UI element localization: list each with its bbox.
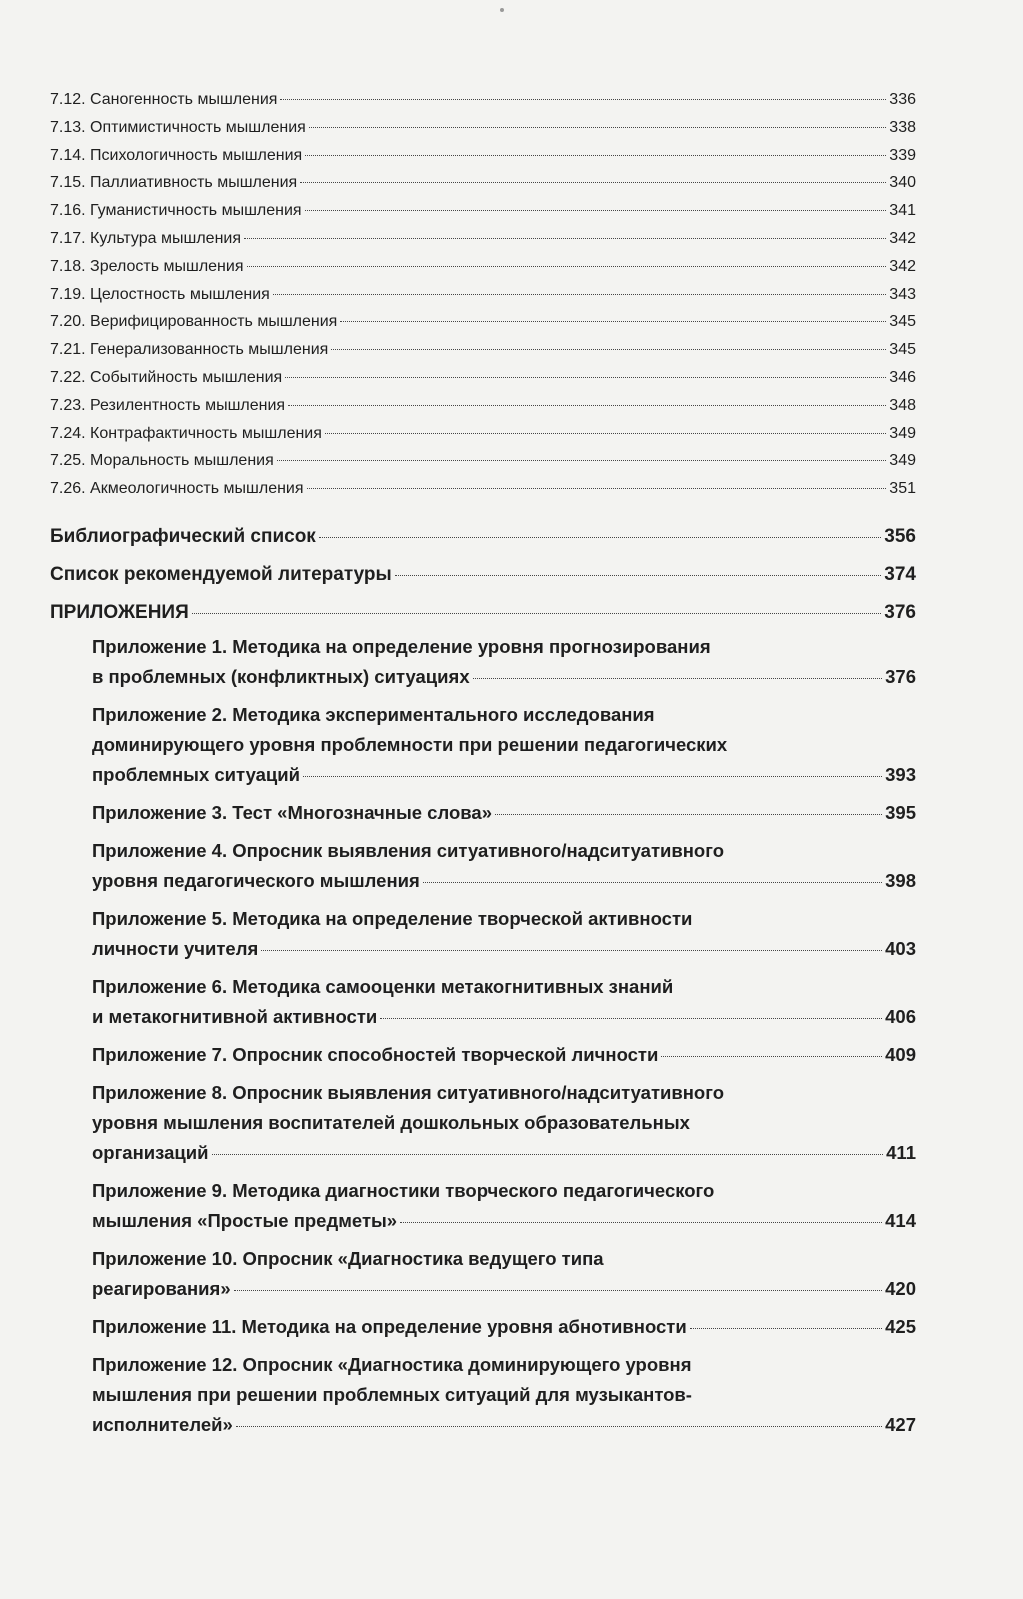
- dot-leader: [309, 127, 887, 128]
- page-number: 345: [889, 313, 916, 331]
- appendix-title-line: доминирующего уровня проблемности при решении педагогических: [92, 733, 728, 755]
- dot-leader: [661, 1056, 882, 1057]
- toc-section-entry: [50, 169, 916, 197]
- page-number: 346: [889, 368, 916, 386]
- appendix-list: [50, 632, 916, 1440]
- appendix-last-line: [92, 798, 916, 828]
- appendix-entry: [92, 1244, 916, 1304]
- appendix-last-line: [92, 1002, 916, 1032]
- page-number: 339: [889, 146, 916, 164]
- toc-section-entry: [50, 281, 916, 309]
- entry-title: 7.23. Резилентность мышления: [50, 396, 286, 414]
- toc-section-entry: [50, 336, 916, 364]
- page-number: 376: [884, 601, 916, 623]
- entry-title: 7.18. Зрелость мышления: [50, 257, 244, 275]
- entry-title: и метакогнитивной активности: [92, 1005, 378, 1027]
- toc-section-entry: [50, 364, 916, 392]
- page-number: 336: [889, 91, 916, 108]
- appendix-title-line: Приложение 5. Методика на определение творческой активности: [92, 907, 693, 929]
- appendix-title-line: Приложение 4. Опросник выявления ситуативного/надситуативного: [92, 839, 724, 861]
- entry-title: организаций: [92, 1141, 209, 1163]
- entry-title: ПРИЛОЖЕНИЯ: [50, 601, 189, 623]
- entry-title: 7.24. Контрафактичность мышления: [50, 424, 322, 442]
- page-number: 345: [889, 341, 916, 359]
- entry-title: 7.22. Событийность мышления: [50, 368, 283, 386]
- page-number: 343: [889, 285, 916, 303]
- appendix-title-line: Приложение 12. Опросник «Диагностика доминирующего уровня: [92, 1353, 692, 1375]
- page-number: 340: [889, 174, 916, 192]
- entry-title: личности учителя: [92, 937, 259, 959]
- entry-title: Приложение 11. Методика на определение уровня абнотивности: [92, 1315, 687, 1337]
- page-number: 420: [885, 1277, 916, 1299]
- toc-section-entry: [50, 253, 916, 281]
- appendix-last-line: [92, 662, 916, 692]
- appendix-last-line: [92, 1274, 916, 1304]
- dot-leader: [380, 1018, 882, 1019]
- page-number: 376: [885, 665, 916, 687]
- entry-title: уровня педагогического мышления: [92, 869, 420, 891]
- entry-title: 7.14. Психологичность мышления: [50, 146, 303, 164]
- dot-leader: [305, 155, 886, 156]
- entry-title: 7.12. Саногенность мышления: [50, 91, 278, 108]
- page-number: 356: [884, 525, 916, 547]
- page-number: 393: [885, 763, 916, 785]
- appendix-entry: [92, 1040, 916, 1070]
- page-number: 349: [889, 424, 916, 442]
- table-of-contents: [50, 86, 916, 1448]
- appendix-entry: [92, 904, 916, 964]
- page-mark: [500, 8, 504, 12]
- page-number: 341: [889, 202, 916, 220]
- dot-leader: [273, 294, 886, 295]
- appendix-title-line: Приложение 8. Опросник выявления ситуативного/надситуативного: [92, 1081, 724, 1103]
- page-number: 411: [886, 1141, 916, 1163]
- entry-title: 7.20. Верифицированность мышления: [50, 313, 338, 331]
- appendix-entry: [92, 700, 916, 790]
- appendix-last-line: [92, 1410, 916, 1440]
- entry-title: 7.17. Культура мышления: [50, 229, 241, 247]
- dot-leader: [495, 814, 882, 815]
- page-number: 342: [889, 257, 916, 275]
- entry-title: реагирования»: [92, 1277, 231, 1299]
- dot-leader: [285, 377, 886, 378]
- entry-title: 7.13. Оптимистичность мышления: [50, 118, 306, 136]
- entry-title: 7.16. Гуманистичность мышления: [50, 202, 302, 220]
- dot-leader: [319, 537, 881, 538]
- appendix-title-line: Приложение 10. Опросник «Диагностика ведущего типа: [92, 1247, 604, 1269]
- page-number: 342: [889, 229, 916, 247]
- page-number: 351: [889, 480, 916, 498]
- toc-section-entry: [50, 447, 916, 475]
- appendix-entry: [92, 632, 916, 692]
- dot-leader: [305, 210, 887, 211]
- toc-section-entry: [50, 225, 916, 253]
- appendix-entry: [92, 972, 916, 1032]
- dot-leader: [244, 238, 886, 239]
- toc-section-entry: [50, 420, 916, 448]
- dot-leader: [340, 321, 886, 322]
- dot-leader: [690, 1328, 882, 1329]
- dot-leader: [280, 99, 886, 100]
- entry-title: проблемных ситуаций: [92, 763, 301, 785]
- appendix-title-line: Приложение 1. Методика на определение уровня прогнозирования: [92, 635, 711, 657]
- appendix-last-line: [92, 866, 916, 896]
- dot-leader: [331, 349, 886, 350]
- dot-leader: [325, 433, 886, 434]
- page-number: 348: [889, 396, 916, 414]
- entry-title: 7.21. Генерализованность мышления: [50, 341, 329, 359]
- toc-section-entry: [50, 197, 916, 225]
- entry-title: в проблемных (конфликтных) ситуациях: [92, 665, 470, 687]
- page-number: 374: [884, 563, 916, 585]
- appendix-title-line: уровня мышления воспитателей дошкольных образовательных: [92, 1111, 690, 1133]
- dot-leader: [192, 613, 882, 614]
- toc-section-entry: [50, 308, 916, 336]
- entry-title: мышления «Простые предметы»: [92, 1209, 398, 1231]
- page-number: 338: [889, 118, 916, 136]
- dot-leader: [307, 488, 887, 489]
- appendix-last-line: [92, 1312, 916, 1342]
- appendix-title-line: Приложение 2. Методика экспериментального исследования: [92, 703, 655, 725]
- toc-main-entry: [50, 518, 916, 556]
- page-number: 406: [885, 1005, 916, 1027]
- dot-leader: [303, 776, 882, 777]
- appendix-title-line: мышления при решении проблемных ситуаций для музыкантов-: [92, 1383, 692, 1405]
- entry-title: Приложение 3. Тест «Многозначные слова»: [92, 801, 492, 823]
- toc-section-entry: [50, 392, 916, 420]
- entry-title: исполнителей»: [92, 1413, 233, 1435]
- appendix-title-line: Приложение 9. Методика диагностики творческого педагогического: [92, 1179, 715, 1201]
- dot-leader: [277, 460, 887, 461]
- appendix-last-line: [92, 760, 916, 790]
- appendix-last-line: [92, 1206, 916, 1236]
- page-number: 425: [885, 1315, 916, 1337]
- dot-leader: [400, 1222, 882, 1223]
- appendix-entry: [92, 836, 916, 896]
- entry-title: Библиографический список: [50, 525, 316, 547]
- entry-title: 7.15. Паллиативность мышления: [50, 174, 298, 192]
- toc-main-entry: [50, 594, 916, 632]
- appendix-last-line: [92, 1040, 916, 1070]
- dot-leader: [261, 950, 882, 951]
- page-number: 403: [885, 937, 916, 959]
- appendix-entry: [92, 1312, 916, 1342]
- toc-section-entry: [50, 86, 916, 114]
- page-number: 395: [885, 801, 916, 823]
- page-number: 409: [885, 1043, 916, 1065]
- dot-leader: [300, 182, 886, 183]
- entry-title: 7.19. Целостность мышления: [50, 285, 270, 303]
- page-number: 414: [885, 1209, 916, 1231]
- appendix-entry: [92, 1176, 916, 1236]
- main-entry-list: [50, 518, 916, 632]
- appendix-last-line: [92, 1138, 916, 1168]
- section-list: [50, 86, 916, 503]
- entry-title: 7.26. Акмеологичность мышления: [50, 480, 304, 498]
- dot-leader: [234, 1290, 883, 1291]
- dot-leader: [247, 266, 887, 267]
- entry-title: 7.25. Моральность мышления: [50, 452, 274, 470]
- page-number: 398: [885, 869, 916, 891]
- page-number: 427: [885, 1413, 916, 1435]
- entry-title: Список рекомендуемой литературы: [50, 563, 392, 585]
- appendix-title-line: Приложение 6. Методика самооценки метакогнитивных знаний: [92, 975, 674, 997]
- entry-title: Приложение 7. Опросник способностей творческой личности: [92, 1043, 659, 1065]
- appendix-entry: [92, 798, 916, 828]
- toc-section-entry: [50, 142, 916, 170]
- toc-section-entry: [50, 475, 916, 503]
- toc-main-entry: [50, 556, 916, 594]
- toc-section-entry: [50, 114, 916, 142]
- dot-leader: [423, 882, 882, 883]
- dot-leader: [395, 575, 882, 576]
- page-number: 349: [889, 452, 916, 470]
- dot-leader: [236, 1426, 882, 1427]
- dot-leader: [288, 405, 886, 406]
- appendix-entry: [92, 1350, 916, 1440]
- dot-leader: [212, 1154, 884, 1155]
- dot-leader: [473, 678, 883, 679]
- appendix-entry: [92, 1078, 916, 1168]
- appendix-last-line: [92, 934, 916, 964]
